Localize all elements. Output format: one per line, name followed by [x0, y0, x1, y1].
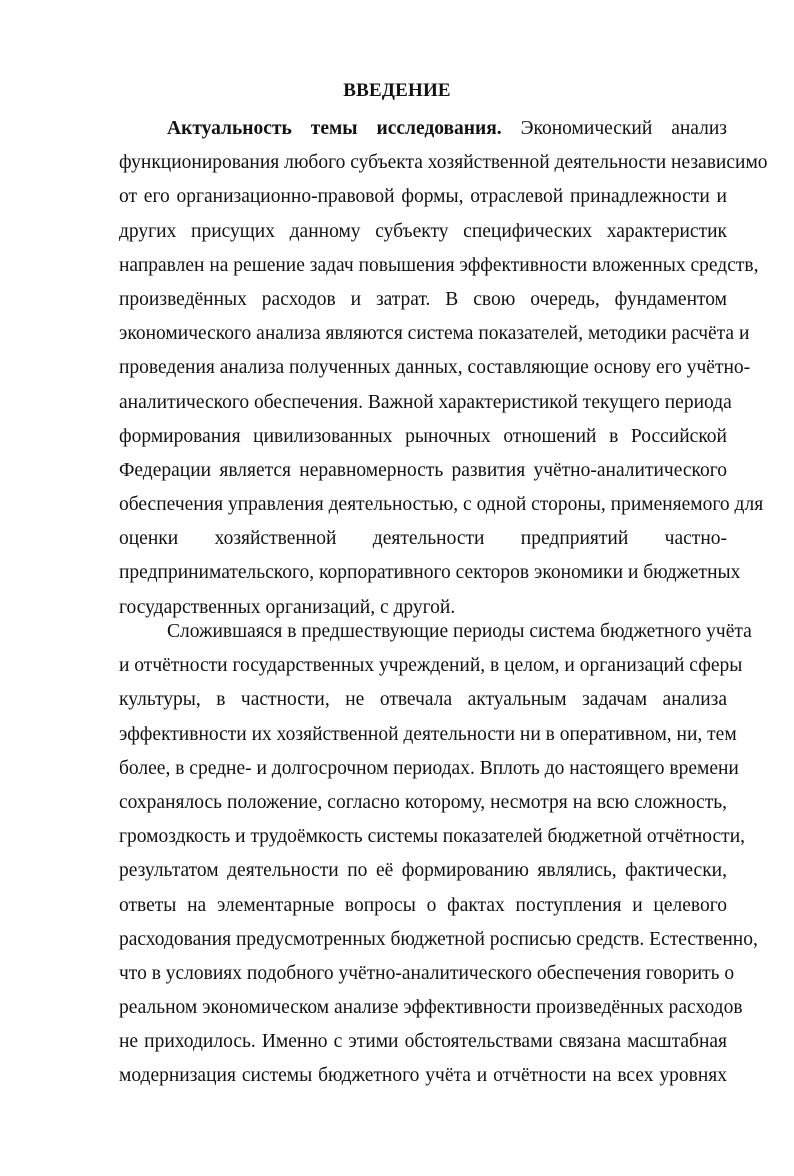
paragraph-line: и отчётности государственных учреждений, в целом, и организаций сферы: [119, 655, 743, 677]
paragraph-line: направлен на решение задач повышения эффективности вложенных средств,: [119, 254, 759, 276]
paragraph-line: функционирования любого субъекта хозяйственной деятельности независимо: [119, 152, 768, 174]
paragraph-line: обеспечения управления деятельностью, с одной стороны, применяемого для: [119, 494, 764, 516]
paragraph-line: эффективности их хозяйственной деятельности ни в оперативном, ни, тем: [119, 723, 737, 745]
paragraph-line: Федерации является неравномерность развития учётно-аналитического: [119, 459, 727, 481]
paragraph-relevance: [119, 112, 768, 625]
paragraph-line: других присущих данному субъекту специфических характеристик: [119, 220, 727, 242]
paragraph-line: произведённых расходов и затрат. В свою очередь, фундаментом: [119, 288, 727, 310]
paragraph-line: экономического анализа являются система показателей, методики расчёта и: [119, 323, 750, 345]
paragraph-line: расходования предусмотренных бюджетной росписью средств. Естественно,: [119, 928, 758, 950]
paragraph-line: громоздкость и трудоёмкость системы показателей бюджетной отчётности,: [119, 826, 746, 848]
paragraph-line: ответы на элементарные вопросы о фактах поступления и целевого: [119, 894, 727, 916]
page-title: ВВЕДЕНИЕ: [343, 80, 451, 101]
lead-phrase: Актуальность темы исследования.: [167, 118, 502, 139]
paragraph-line: от его организационно-правовой формы, отраслевой принадлежности и: [119, 186, 727, 208]
paragraph-line: аналитического обеспечения. Важной характеристикой текущего периода: [119, 391, 732, 413]
paragraph-line: государственных организаций, с другой.: [119, 596, 456, 618]
paragraph-line: результатом деятельности по её формированию являлись, фактически,: [119, 860, 727, 882]
paragraph-line: что в условиях подобного учётно-аналитического обеспечения говорить о: [119, 962, 735, 984]
paragraph-line: сохранялось положение, согласно которому, несмотря на всю сложность,: [119, 791, 727, 813]
paragraph-line: реальном экономическом анализе эффективности произведённых расходов: [119, 997, 743, 1019]
paragraph-line: предпринимательского, корпоративного секторов экономики и бюджетных: [119, 562, 741, 584]
paragraph-line: Сложившаяся в предшествующие периоды система бюджетного учёта: [167, 621, 752, 642]
paragraph-line: [119, 112, 727, 146]
paragraph-line: проведения анализа полученных данных, составляющие основу его учётно-: [119, 357, 751, 379]
paragraph-line: не приходилось. Именно с этими обстоятельствами связана масштабная: [119, 1031, 727, 1053]
paragraph-line: культуры, в частности, не отвечала актуальным задачам анализа: [119, 689, 727, 711]
paragraph-line: более, в средне- и долгосрочном периодах. Вплоть до настоящего времени: [119, 757, 739, 779]
paragraph-line: оценки хозяйственной деятельности предприятий частно-: [119, 528, 727, 550]
paragraph-budget-accounting: [119, 615, 758, 1094]
paragraph-line: формирования цивилизованных рыночных отношений в Российской: [119, 425, 727, 447]
paragraph-line: модернизация системы бюджетного учёта и отчётности на всех уровнях: [119, 1065, 727, 1087]
line-text: Экономический анализ: [520, 118, 728, 139]
